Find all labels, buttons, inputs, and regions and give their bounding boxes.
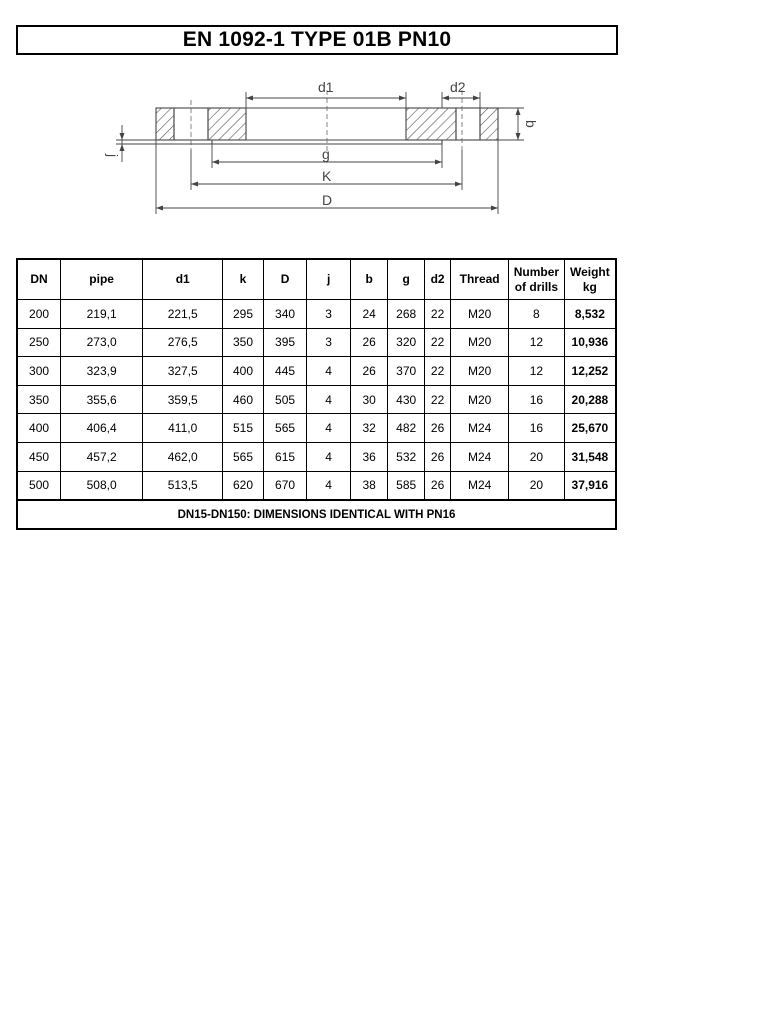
cell-k: 460 (223, 385, 264, 414)
table-row (17, 328, 616, 357)
dim-label-d1: d1 (318, 79, 334, 95)
cell-d1: 359,5 (143, 385, 223, 414)
cell-dn: 450 (17, 442, 61, 471)
cell-d2: 26 (424, 471, 450, 500)
cell-d2: 22 (424, 357, 450, 386)
cell-pipe: 457,2 (61, 442, 143, 471)
table-row (17, 385, 616, 414)
cell-g: 585 (388, 471, 424, 500)
header-dn: DN (17, 259, 61, 300)
cell-pipe: 323,9 (61, 357, 143, 386)
cell-j: 4 (307, 414, 351, 443)
cell-drills: 16 (509, 414, 565, 443)
cell-dn: 300 (17, 357, 61, 386)
cell-d1: 513,5 (143, 471, 223, 500)
header-j: j (307, 259, 351, 300)
cell-dn: 400 (17, 414, 61, 443)
cell-D: 395 (263, 328, 307, 357)
cell-D: 505 (263, 385, 307, 414)
cell-drills: 16 (509, 385, 565, 414)
table-header-row (17, 259, 616, 300)
cell-drills: 8 (509, 300, 565, 329)
header-drills-line2: of drills (514, 279, 559, 294)
cell-d1: 327,5 (143, 357, 223, 386)
cell-d1: 462,0 (143, 442, 223, 471)
cell-weight: 25,670 (564, 414, 616, 443)
header-thread: Thread (451, 259, 509, 300)
table-row (17, 471, 616, 500)
cell-d2: 22 (424, 300, 450, 329)
cell-weight: 12,252 (564, 357, 616, 386)
cell-b: 26 (350, 328, 388, 357)
cell-thread: M24 (451, 414, 509, 443)
cell-weight: 31,548 (564, 442, 616, 471)
cell-pipe: 355,6 (61, 385, 143, 414)
dimension-lines (116, 92, 524, 214)
cell-thread: M24 (451, 442, 509, 471)
cell-d2: 26 (424, 442, 450, 471)
cell-j: 3 (307, 300, 351, 329)
cell-pipe: 219,1 (61, 300, 143, 329)
header-k: k (223, 259, 264, 300)
table-row (17, 414, 616, 443)
cell-k: 400 (223, 357, 264, 386)
table-note-row (17, 500, 616, 529)
cell-b: 30 (350, 385, 388, 414)
cell-d1: 276,5 (143, 328, 223, 357)
cell-thread: M24 (451, 471, 509, 500)
cell-weight: 8,532 (564, 300, 616, 329)
cell-g: 532 (388, 442, 424, 471)
cell-thread: M20 (451, 300, 509, 329)
cell-pipe: 273,0 (61, 328, 143, 357)
dim-label-K: K (322, 168, 332, 184)
cell-k: 565 (223, 442, 264, 471)
cell-g: 430 (388, 385, 424, 414)
document-title: EN 1092-1 TYPE 01B PN10 (16, 25, 618, 55)
header-b: b (350, 259, 388, 300)
cell-b: 38 (350, 471, 388, 500)
cell-j: 4 (307, 385, 351, 414)
cell-pipe: 508,0 (61, 471, 143, 500)
table-row (17, 442, 616, 471)
cell-D: 615 (263, 442, 307, 471)
cell-d2: 26 (424, 414, 450, 443)
dimension-arrows (120, 96, 521, 211)
table-row (17, 300, 616, 329)
cell-dn: 250 (17, 328, 61, 357)
cell-k: 350 (223, 328, 264, 357)
cell-D: 340 (263, 300, 307, 329)
header-D: D (263, 259, 307, 300)
cell-drills: 20 (509, 471, 565, 500)
cell-dn: 500 (17, 471, 61, 500)
table-row (17, 357, 616, 386)
cell-D: 565 (263, 414, 307, 443)
header-d2: d2 (424, 259, 450, 300)
cell-D: 670 (263, 471, 307, 500)
cell-d2: 22 (424, 385, 450, 414)
cell-b: 26 (350, 357, 388, 386)
cell-D: 445 (263, 357, 307, 386)
cell-dn: 350 (17, 385, 61, 414)
dim-label-D: D (322, 192, 333, 208)
cell-g: 268 (388, 300, 424, 329)
cell-k: 515 (223, 414, 264, 443)
cell-g: 482 (388, 414, 424, 443)
cell-g: 370 (388, 357, 424, 386)
dim-label-b: b (523, 120, 539, 128)
header-weight (564, 259, 616, 300)
cell-drills: 20 (509, 442, 565, 471)
cell-weight: 20,288 (564, 385, 616, 414)
cell-thread: M20 (451, 385, 509, 414)
cell-g: 320 (388, 328, 424, 357)
flange-dimensions-table (16, 258, 617, 530)
cell-b: 24 (350, 300, 388, 329)
header-d1: d1 (143, 259, 223, 300)
flange-cross-section-drawing (100, 70, 560, 220)
cell-b: 32 (350, 414, 388, 443)
cell-drills: 12 (509, 357, 565, 386)
cell-weight: 10,936 (564, 328, 616, 357)
cell-k: 620 (223, 471, 264, 500)
cell-b: 36 (350, 442, 388, 471)
cell-drills: 12 (509, 328, 565, 357)
cell-d1: 221,5 (143, 300, 223, 329)
cell-k: 295 (223, 300, 264, 329)
header-g: g (388, 259, 424, 300)
dim-label-d2: d2 (450, 79, 466, 95)
cell-d2: 22 (424, 328, 450, 357)
cell-j: 4 (307, 471, 351, 500)
cell-j: 3 (307, 328, 351, 357)
cell-d1: 411,0 (143, 414, 223, 443)
cell-j: 4 (307, 357, 351, 386)
cell-pipe: 406,4 (61, 414, 143, 443)
cell-j: 4 (307, 442, 351, 471)
header-weight-line1: Weight (569, 264, 610, 279)
header-number-of-drills (509, 259, 565, 300)
header-pipe: pipe (61, 259, 143, 300)
cell-dn: 200 (17, 300, 61, 329)
dim-label-j: j (105, 154, 121, 158)
header-drills-line1: Number (513, 264, 560, 279)
table-note: DN15-DN150: DIMENSIONS IDENTICAL WITH PN16 (17, 500, 616, 529)
cell-weight: 37,916 (564, 471, 616, 500)
dim-label-g: g (322, 146, 330, 162)
cell-thread: M20 (451, 328, 509, 357)
header-weight-line2: kg (582, 279, 597, 294)
cell-thread: M20 (451, 357, 509, 386)
